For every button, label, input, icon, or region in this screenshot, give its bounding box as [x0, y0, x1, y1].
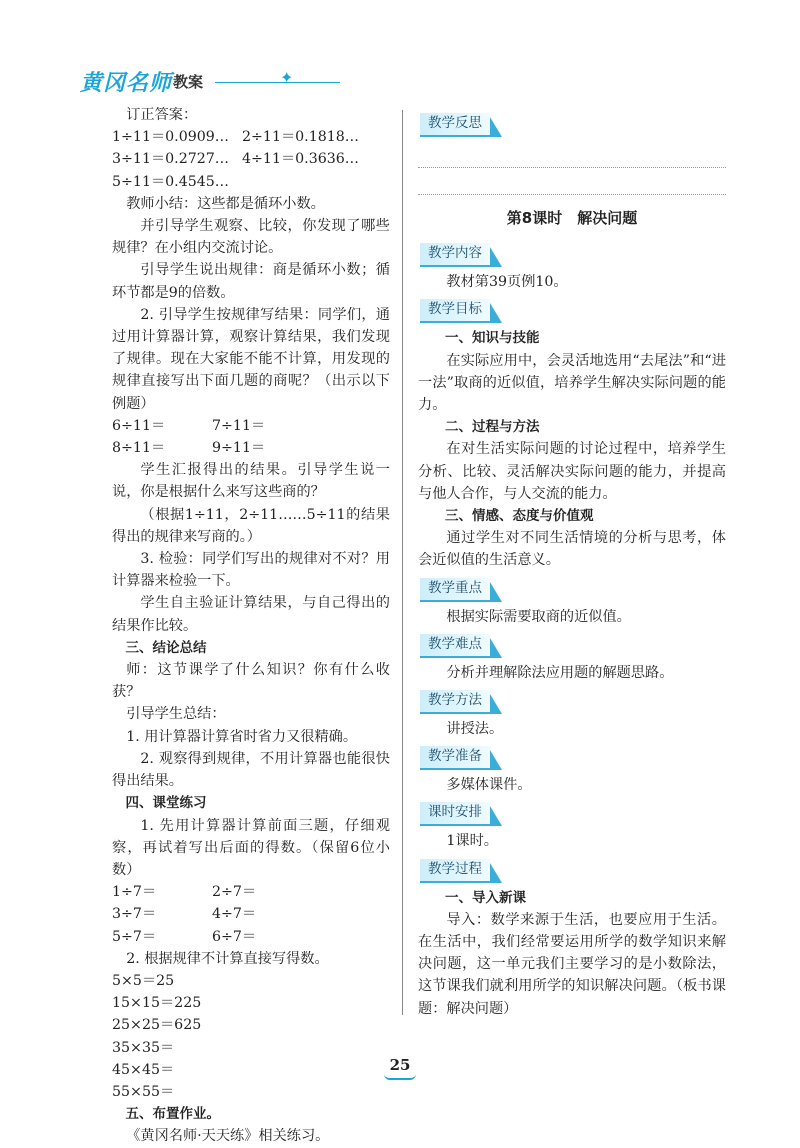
math-line: 25×25＝625 [112, 1017, 202, 1034]
tag-schedule: 课时安排 [420, 802, 490, 826]
text-line: 师：这节课学了什么知识？你有什么收获？ [112, 662, 390, 701]
section-heading: 二、过程与方法 [445, 419, 540, 436]
text-line: 订正答案： [126, 107, 198, 123]
sparkle-icon: ✦ [280, 68, 294, 87]
question-cell: 9÷11＝ [212, 440, 266, 457]
practice-cell: 1÷7＝ [112, 884, 157, 901]
paragraph: 分析并理解除法应用题的解题思路。 [446, 664, 674, 681]
question-cell: 6÷11＝ [112, 417, 166, 434]
paragraph: 并引导学生观察、比较，你发现了哪些规律？在小组内交流讨论。 [112, 218, 390, 257]
header-subtitle: 教案 [173, 73, 204, 91]
paragraph: 2. 引导学生按规律写结果：同学们，通过用计算器计算，观察计算结果，我们发现了规律。现在大家能不能不计算，用发现的规律直接写出下面几题的商呢？（出示以下例题） [112, 306, 390, 412]
paragraph: 导入：数学来源于生活，也要应用于生活。在生活中，我们经常要运用所学的数学知识来解决问题，这一单元我们主要学习的是小数除法，这节课我们就利用所学的知识解决问题。（板书课题：解决问题） [418, 911, 726, 1017]
answer-cell: 3÷11＝0.2727… [112, 151, 229, 168]
question-cell: 8÷11＝ [112, 440, 166, 457]
practice-row [112, 881, 390, 903]
answer-row [112, 148, 390, 170]
tag-preparation: 教学准备 [420, 746, 490, 770]
answer-row [112, 171, 390, 193]
tag-content: 教学内容 [420, 243, 490, 267]
answer-cell: 4÷11＝0.3636… [242, 151, 359, 168]
practice-cell: 3÷7＝ [112, 906, 157, 923]
paragraph: 多媒体课件。 [446, 777, 532, 794]
practice-cell: 2÷7＝ [212, 884, 257, 901]
paragraph: 通过学生对不同生活情境的分析与思考，体会近似值的生活意义。 [418, 530, 726, 569]
practice-cell: 6÷7＝ [212, 928, 257, 945]
math-line: 15×15＝225 [112, 995, 202, 1012]
paragraph: 1课时。 [446, 833, 498, 850]
paragraph: 讲授法。 [446, 721, 504, 738]
practice-row [112, 903, 390, 925]
math-line: 45×45＝ [112, 1061, 175, 1078]
practice-row [112, 926, 390, 948]
tag-goals: 教学目标 [420, 299, 490, 323]
question-row [112, 437, 390, 459]
paragraph: 学生自主验证计算结果，与自己得出的结果作比较。 [112, 595, 390, 634]
practice-cell: 4÷7＝ [212, 906, 257, 923]
section-heading: 一、导入新课 [445, 889, 526, 906]
text-line: 1. 用计算器计算省时省力又很精确。 [126, 728, 358, 745]
page-number: 25 [389, 1056, 411, 1074]
section-heading: 三、结论总结 [125, 639, 207, 656]
practice-cell: 5÷7＝ [112, 928, 157, 945]
tag-difficulties: 教学难点 [420, 634, 490, 658]
text-line: 教师小结：这些都是循环小数。 [126, 195, 325, 212]
math-line: 55×55＝ [112, 1083, 175, 1100]
text-line: 引导学生总结： [126, 706, 226, 723]
page-number-underline [384, 1074, 416, 1080]
text-line: 2. 根据规律不计算直接写得数。 [126, 950, 329, 967]
header-rule [215, 82, 340, 83]
right-column [418, 112, 726, 1020]
tag-process: 教学过程 [420, 859, 490, 883]
dotted-line [418, 168, 726, 195]
text-line: 《黄冈名师·天天练》相关练习。 [126, 1128, 330, 1145]
page-header [80, 66, 340, 96]
question-row [112, 415, 390, 437]
tag-method: 教学方法 [420, 690, 490, 714]
tag-reflection: 教学反思 [420, 113, 490, 137]
dotted-line [418, 141, 726, 168]
column-divider [402, 110, 403, 1015]
section-heading: 一、知识与技能 [445, 330, 540, 347]
lesson-title: 第8课时 解决问题 [506, 209, 638, 227]
paragraph: 引导学生说出规律：商是循环小数；循环节都是9的倍数。 [112, 262, 390, 301]
paragraph: 根据实际需要取商的近似值。 [446, 608, 631, 625]
paragraph: 3. 检验：同学们写出的规律对不对？用计算器来检验一下。 [112, 551, 390, 590]
answer-cell: 5÷11＝0.4545… [112, 173, 229, 190]
paragraph: 在对生活实际问题的讨论过程中，培养学生分析、比较、灵活解决实际问题的能力，并提高与他人合作，与人交流的能力。 [418, 441, 726, 502]
question-cell: 7÷11＝ [212, 417, 266, 434]
section-heading: 五、布置作业。 [125, 1106, 220, 1123]
section-heading: 三、情感、态度与价值观 [445, 508, 594, 525]
tag-key-points: 教学重点 [420, 578, 490, 602]
paragraph: 教材第39页例10。 [446, 274, 568, 291]
paragraph: 学生汇报得出的结果。引导学生说一说，你是根据什么来写这些商的？ [112, 462, 390, 501]
paragraph: 在实际应用中，会灵活地选用“去尾法”和“进一法”取商的近似值，培养学生解决实际问题的能力。 [418, 352, 726, 414]
left-column [112, 104, 390, 1148]
paragraph: （根据1÷11，2÷11……5÷11的结果得出的规律来写商的。） [112, 506, 390, 545]
paragraph: 1. 先用计算器计算前面三题，仔细观察，再试着写出后面的得数。（保留6位小数） [112, 817, 390, 878]
section-heading: 四、课堂练习 [125, 795, 207, 812]
paragraph: 2. 观察得到规律，不用计算器也能很快得出结果。 [112, 750, 390, 790]
answer-cell: 2÷11＝0.1818… [242, 129, 359, 146]
answer-cell: 1÷11＝0.0909… [112, 129, 229, 146]
answer-row [112, 126, 390, 148]
math-line: 35×35＝ [112, 1039, 175, 1056]
math-line: 5×5＝25 [112, 972, 175, 989]
brand-logo: 黄冈名师 [80, 71, 173, 96]
